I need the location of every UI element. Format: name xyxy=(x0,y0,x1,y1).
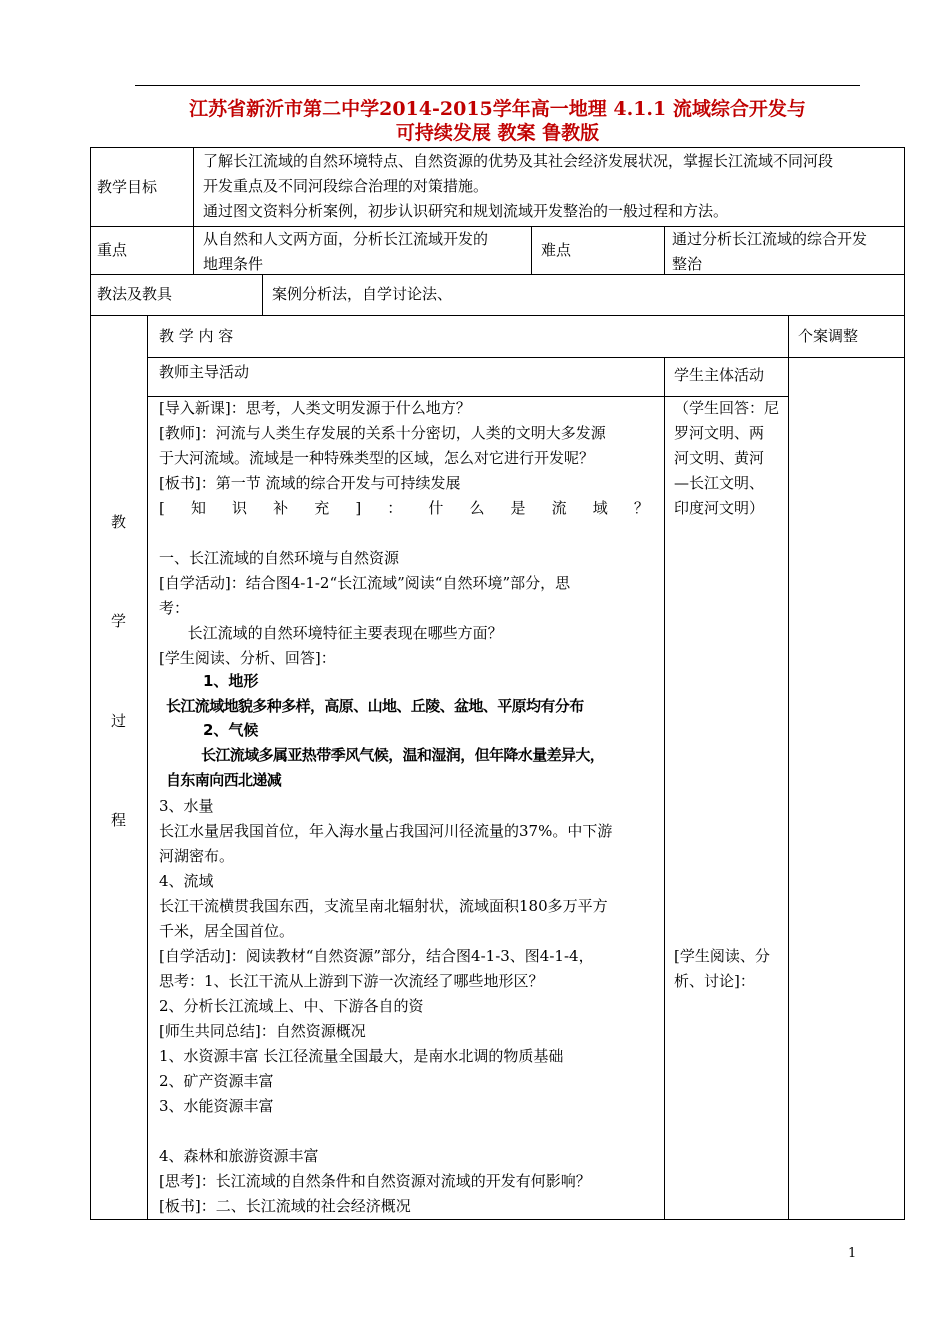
student-reading-discussion: [学生阅读、分 析、讨论]： xyxy=(674,947,770,990)
terrain-heading: 1、地形 xyxy=(203,672,259,690)
goal-text: 了解长江流域的自然环境特点、自然资源的优势及其社会经济发展状况，掌握长江流域不同河段 开发重点及不同河段综合治理的对策措施。 通过图文资料分析案例，初步认识研究和规划流域开发整治的一般过程和方法。 xyxy=(203,152,834,220)
student-header: 学生主体活动 xyxy=(674,366,765,384)
process-char-2: 学 xyxy=(110,612,126,630)
method-text: 案例分析法，自学讨论法、 xyxy=(272,285,453,303)
student-answer-civilizations: （学生回答：尼 罗河文明、两 河文明、黄河 —长江文明、 印度河文明） xyxy=(674,399,780,517)
difficult-text: 通过分析长江流域的综合开发 整治 xyxy=(672,230,868,273)
teacher-intro: [导入新课]：思考，人类文明发源于什么地方？ [教师]：河流与人类生存发展的关系十分密切，人类的文明大多发源 于大河流域。流域是一种特殊类型的区域，怎么对它进行开发呢？ [板书]：第一节 流域的综合开发与可持续发展 [ 知 识 补 充 ] ： 什 么 是 流 域 ？ xyxy=(159,396,649,521)
key-label: 重点 xyxy=(97,241,128,259)
content-header: 教 学 内 容 xyxy=(159,327,234,345)
method-row xyxy=(90,274,905,316)
climate-text: 长江流域多属亚热带季风气候，温和湿润，但年降水量差异大， 自东南向西北递减 xyxy=(166,746,605,789)
process-char-3: 过 xyxy=(110,712,126,730)
header-rule xyxy=(135,85,860,86)
document-title xyxy=(90,97,905,145)
difficult-label: 难点 xyxy=(541,241,572,259)
adjust-header: 个案调整 xyxy=(798,327,859,345)
teacher-section-rest: 3、水量 长江水量居我国首位，年入海水量占我国河川径流量的37%。中下游 河湖密布。 4、流域 长江干流横贯我国东西，支流呈南北辐射状，流域面积180多万平方 千米，居全国首位。 [自学活动]：阅读教材“自然资源”部分，结合图4-1-3、图4-1-4， 思考：1、长江干流从上游到下游一次流经了哪些地形区？ 2、分析长江流域上、中、下游各自的资 [师生共同总结]：自然资源概况 1、水资源丰富 长江径流量全国最大，是南水北调的物质基础 2、矿产资源丰富 3、水能资源丰富 4、森林和旅游资源丰富 [思考]：长江流域的自然条件和自然资源对流域的开发有何影响？ [板书]：二、长江流域的社会经济概况 xyxy=(159,797,613,1215)
method-label: 教法及教具 xyxy=(97,285,173,303)
teacher-header: 教师主导活动 xyxy=(159,363,250,381)
goal-label: 教学目标 xyxy=(97,178,158,196)
teacher-section-one: 一、长江流域的自然环境与自然资源 [自学活动]：结合图4-1-2“长江流域”阅读“自然环境”部分，思 考： 长江流域的自然环境特征主要表现在哪些方面？ [学生阅读、分析、回答]： xyxy=(159,549,571,667)
key-text: 从自然和人文两方面，分析长江流域开发的 地理条件 xyxy=(203,230,489,273)
title-line-2: 可持续发展 教案 鲁教版 xyxy=(395,122,600,144)
page-number: 1 xyxy=(848,1246,857,1261)
terrain-text: 长江流域地貌多种多样，高原、山地、丘陵、盆地、平原均有分布 xyxy=(166,697,584,715)
climate-heading: 2、气候 xyxy=(203,721,259,739)
process-char-1: 教 xyxy=(110,513,126,531)
knowledge-supplement-line: [ 知 识 补 充 ] ： 什 么 是 流 域 ？ xyxy=(159,499,649,517)
title-line-1: 江苏省新沂市第二中学2014-2015学年高一地理 4.1.1 流域综合开发与 xyxy=(189,98,806,120)
process-char-4: 程 xyxy=(110,811,126,829)
